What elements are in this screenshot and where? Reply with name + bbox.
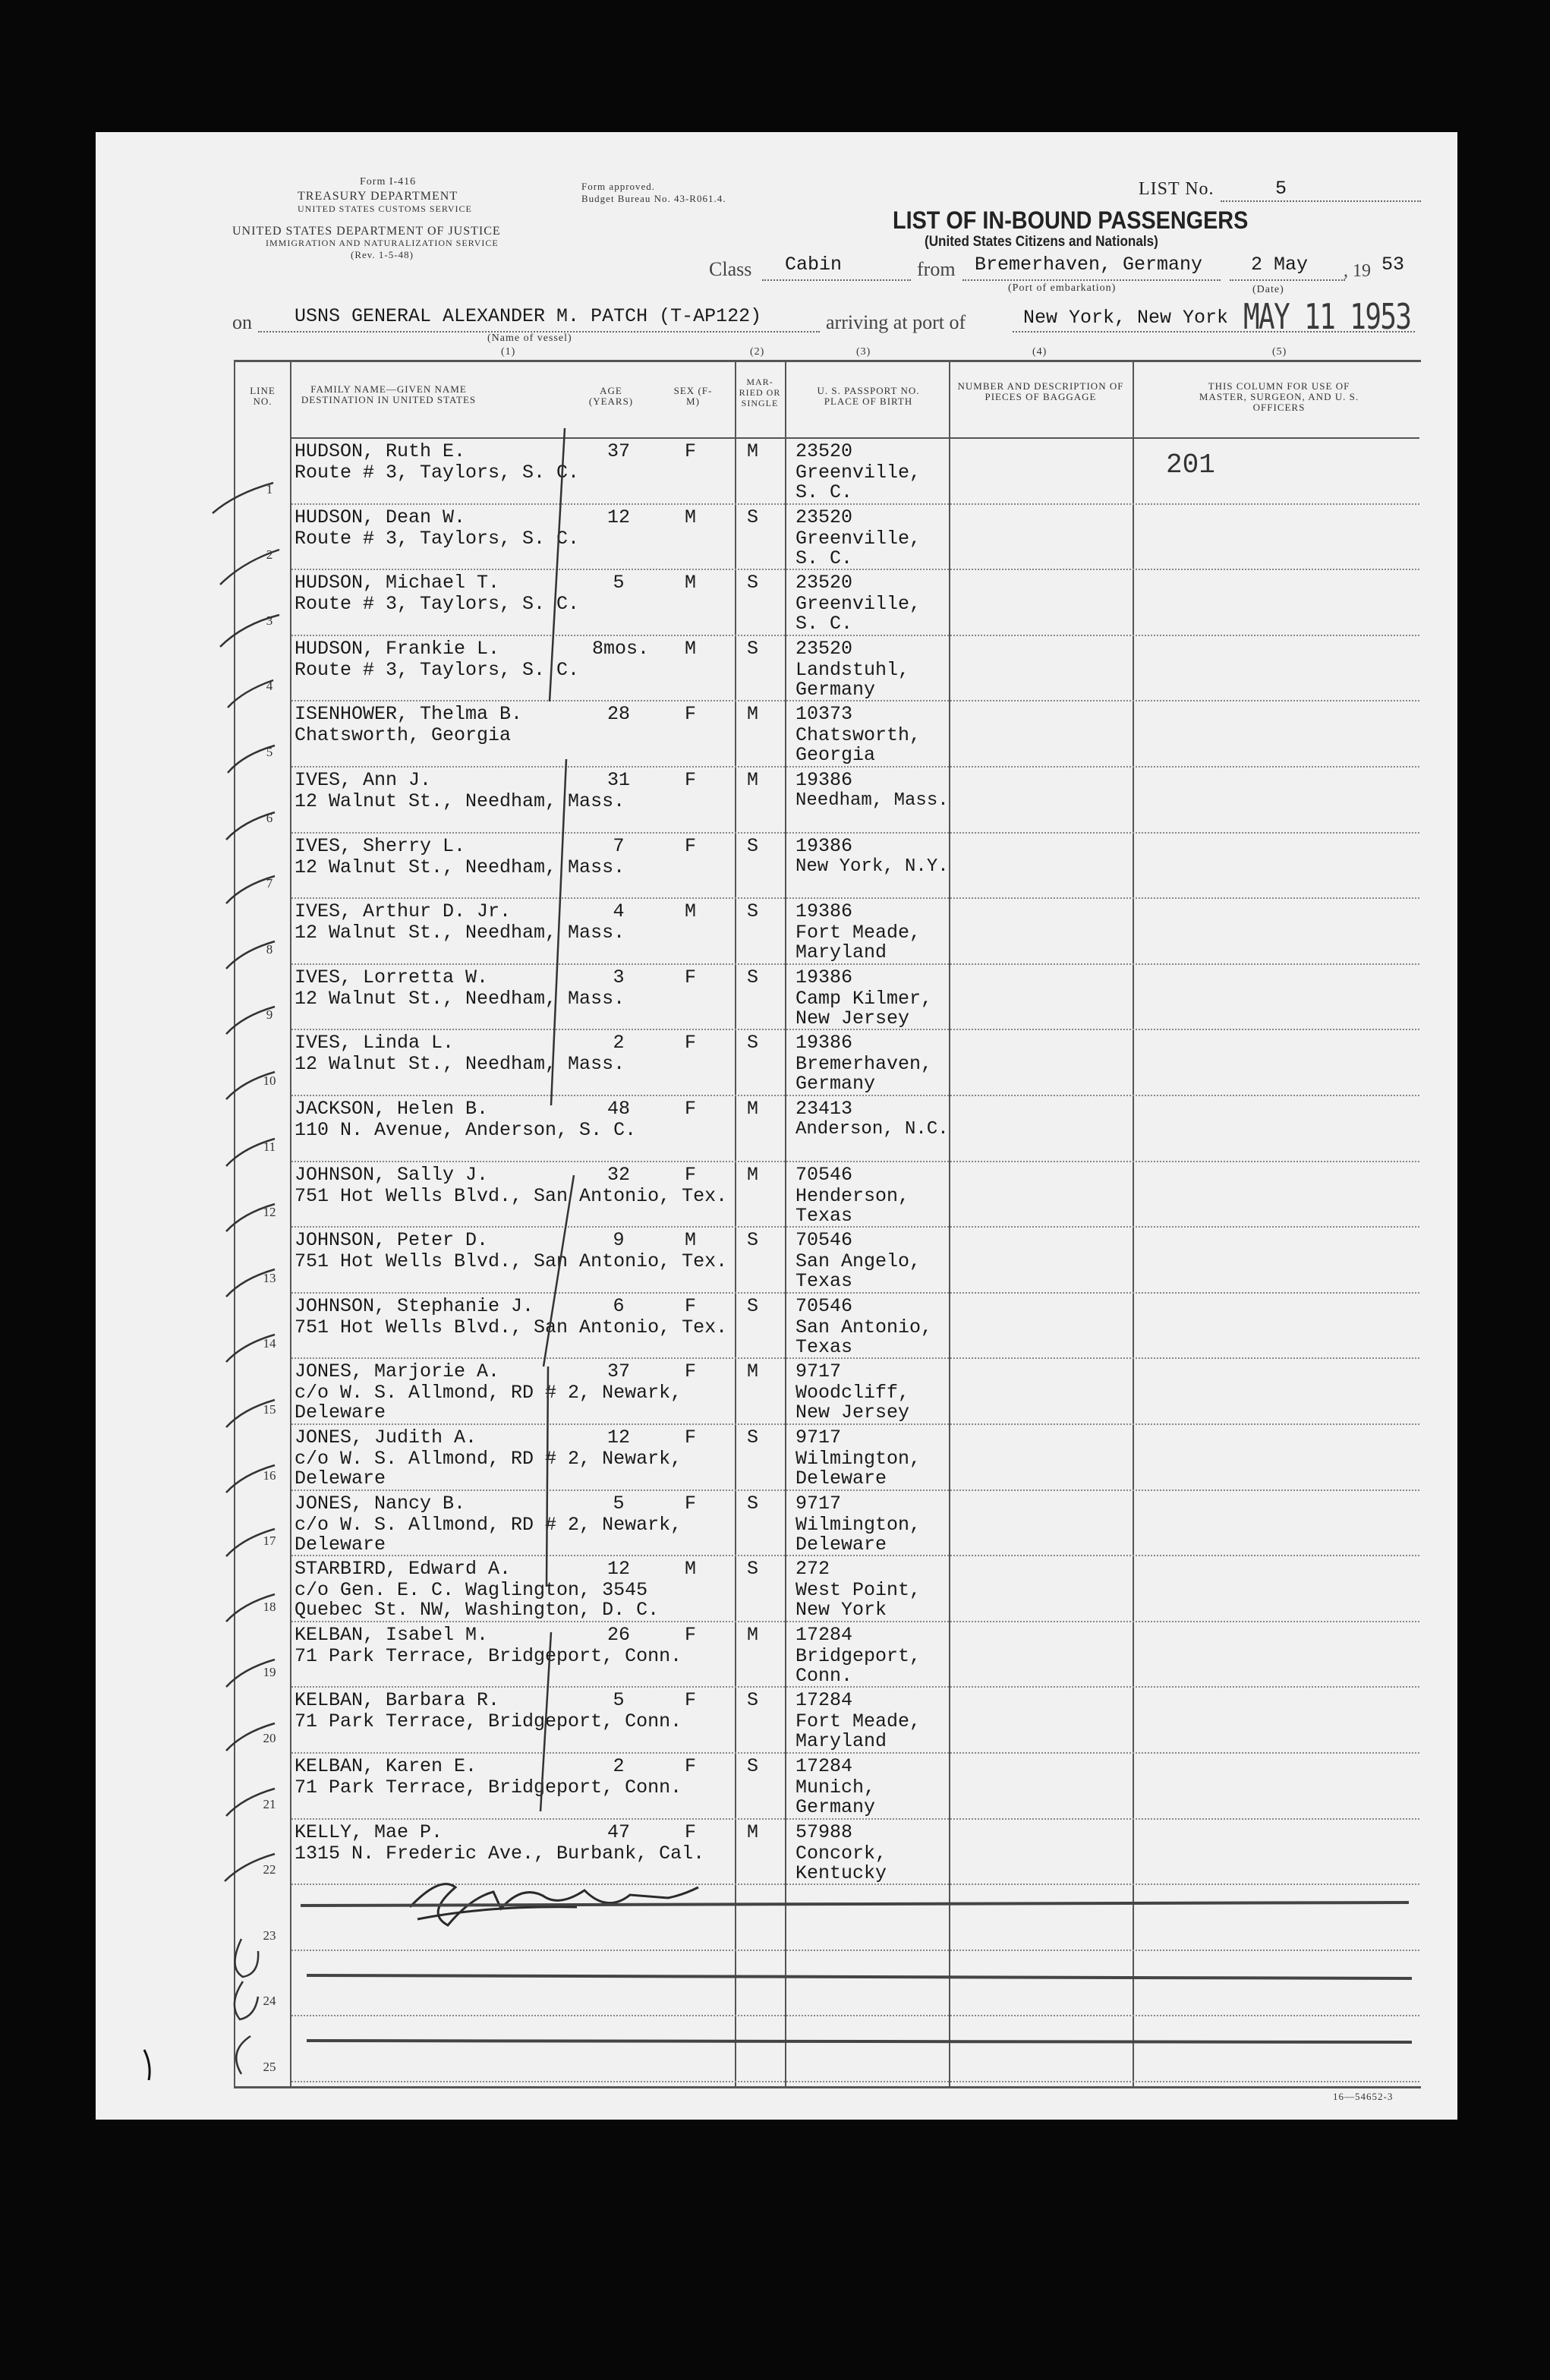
passenger-destination: Deleware — [295, 1533, 386, 1556]
passenger-age: 9 — [613, 1229, 625, 1252]
table-top-border — [234, 360, 1421, 362]
passenger-sex: F — [685, 1492, 697, 1515]
passenger-destination: 1315 N. Frederic Ave., Burbank, Cal. — [295, 1842, 705, 1865]
line-number: 5 — [266, 745, 273, 759]
customs-service: UNITED STATES CUSTOMS SERVICE — [298, 203, 472, 214]
row-divider — [291, 1226, 1419, 1228]
place-of-birth: Chatsworth, — [795, 724, 921, 747]
passport-number: 70546 — [795, 1294, 853, 1317]
row-divider — [291, 569, 1419, 570]
passenger-name: JOHNSON, Peter D. — [295, 1229, 489, 1252]
passport-number: 70546 — [795, 1163, 853, 1186]
place-of-birth: Deleware — [795, 1533, 887, 1556]
passenger-marital-status: S — [747, 1492, 759, 1515]
passenger-name: JACKSON, Helen B. — [295, 1098, 489, 1120]
place-of-birth: New Jersey — [795, 1007, 910, 1029]
passenger-marital-status: M — [747, 440, 759, 462]
place-of-birth: San Antonio, — [795, 1316, 933, 1338]
date-line — [1230, 279, 1345, 281]
class-value: Cabin — [785, 254, 843, 276]
row-divider — [291, 1161, 1419, 1162]
column-number-2: (2) — [750, 346, 765, 358]
date-caption: (Date) — [1252, 284, 1284, 295]
passenger-age: 32 — [606, 1163, 630, 1186]
passenger-age: 48 — [606, 1098, 630, 1120]
place-of-birth: Fort Meade, — [795, 922, 921, 944]
passenger-marital-status: S — [747, 1294, 759, 1317]
passenger-age: 12 — [606, 506, 630, 528]
column-number-5: (5) — [1272, 346, 1287, 358]
passport-number: 17284 — [795, 1689, 853, 1712]
passenger-age: 47 — [606, 1820, 630, 1843]
line-number: 22 — [263, 1862, 276, 1877]
column-number-3: (3) — [856, 346, 871, 358]
line-number: 9 — [266, 1007, 273, 1023]
line-number: 13 — [263, 1270, 276, 1285]
passenger-destination: Route # 3, Taylors, S. C. — [295, 658, 580, 681]
passenger-destination: c/o W. S. Allmond, RD # 2, Newark, — [295, 1382, 682, 1404]
passenger-sex: F — [685, 1426, 697, 1448]
place-of-birth: Germany — [795, 1796, 876, 1818]
row-divider — [291, 897, 1419, 899]
passenger-sex: F — [685, 440, 697, 462]
line-number: 7 — [266, 876, 273, 891]
passenger-sex: F — [685, 1032, 697, 1054]
passenger-marital-status: M — [747, 703, 759, 726]
passenger-name: IVES, Linda L. — [295, 1032, 455, 1054]
passenger-marital-status: S — [747, 966, 759, 988]
line-number: 24 — [263, 1994, 276, 2009]
passenger-destination: 751 Hot Wells Blvd., San Antonio, Tex. — [295, 1316, 728, 1338]
list-no-value: 5 — [1275, 178, 1287, 200]
from-line — [962, 279, 1221, 281]
passenger-name: KELBAN, Barbara R. — [295, 1689, 500, 1712]
passenger-sex: M — [685, 506, 697, 528]
place-of-birth: San Angelo, — [795, 1250, 921, 1273]
passport-number: 23413 — [795, 1098, 853, 1120]
married-right-divider — [785, 360, 786, 2088]
place-of-birth: Camp Kilmer, — [795, 987, 933, 1010]
passport-number: 19386 — [795, 769, 853, 791]
passport-right-divider — [949, 360, 950, 2088]
budget-bureau-number: Budget Bureau No. 43-R061.4. — [581, 193, 726, 204]
form-subtitle: (United States Citizens and Nationals) — [925, 234, 1158, 250]
place-of-birth: Texas — [795, 1270, 853, 1293]
passenger-age: 31 — [606, 769, 630, 791]
passenger-destination: 71 Park Terrace, Bridgeport, Conn. — [295, 1710, 682, 1733]
row-divider — [291, 1357, 1419, 1359]
passenger-sex: M — [685, 637, 697, 660]
row-divider — [291, 1950, 1419, 1951]
table-bottom-border — [234, 2086, 1421, 2088]
passenger-marital-status: S — [747, 900, 759, 923]
passport-number: 70546 — [795, 1229, 853, 1252]
form-title: LIST OF IN-BOUND PASSENGERS — [893, 206, 1249, 234]
class-line — [762, 279, 911, 281]
passenger-age: 5 — [613, 1492, 625, 1515]
passenger-destination: 751 Hot Wells Blvd., San Antonio, Tex. — [295, 1250, 728, 1273]
line-number: 12 — [263, 1205, 276, 1220]
passenger-marital-status: S — [747, 572, 759, 594]
header-officers-use: THIS COLUMN FOR USE OF MASTER, SURGEON, AND U. S. OFFICERS — [1199, 380, 1359, 413]
column-number-1: (1) — [501, 346, 516, 358]
passenger-age: 3 — [613, 966, 625, 988]
passenger-destination: 12 Walnut St., Needham, Mass. — [295, 922, 625, 944]
place-of-birth: Deleware — [795, 1467, 887, 1489]
passenger-name: IVES, Ann J. — [295, 769, 432, 791]
passenger-destination: Quebec St. NW, Washington, D. C. — [295, 1599, 660, 1622]
passenger-sex: M — [685, 900, 697, 923]
row-divider — [291, 1686, 1419, 1688]
place-of-birth: Wilmington, — [795, 1513, 921, 1536]
passport-number: 272 — [795, 1558, 830, 1581]
passenger-name: JONES, Judith A. — [295, 1426, 477, 1448]
passport-number: 19386 — [795, 900, 853, 923]
passenger-destination: 110 N. Avenue, Anderson, S. C. — [295, 1119, 637, 1141]
passenger-destination: c/o W. S. Allmond, RD # 2, Newark, — [295, 1513, 682, 1536]
place-of-birth: Greenville, — [795, 593, 921, 616]
passenger-name: JONES, Marjorie A. — [295, 1360, 500, 1383]
passenger-age: 12 — [606, 1426, 630, 1448]
passport-number: 17284 — [795, 1623, 853, 1646]
passport-number: 57988 — [795, 1820, 853, 1843]
passenger-marital-status: S — [747, 1755, 759, 1777]
line-number: 11 — [263, 1139, 276, 1154]
place-of-birth: Georgia — [795, 744, 876, 767]
passenger-destination: 71 Park Terrace, Bridgeport, Conn. — [295, 1776, 682, 1798]
place-of-birth: Kentucky — [795, 1861, 887, 1884]
place-of-birth: S. C. — [795, 547, 853, 569]
passenger-destination: 12 Walnut St., Needham, Mass. — [295, 987, 625, 1010]
place-of-birth: Greenville, — [795, 462, 921, 484]
passenger-name: HUDSON, Dean W. — [295, 506, 466, 528]
place-of-birth: Maryland — [795, 941, 887, 964]
passenger-name: KELBAN, Karen E. — [295, 1755, 477, 1777]
line-number: 1 — [266, 481, 273, 496]
passenger-age: 37 — [606, 440, 630, 462]
passenger-destination: Chatsworth, Georgia — [295, 724, 512, 747]
passenger-sex: F — [685, 834, 697, 857]
passenger-name: HUDSON, Michael T. — [295, 572, 500, 594]
line-number: 16 — [263, 1467, 276, 1483]
row-divider — [291, 832, 1419, 834]
header-married-single: MAR-RIED OR SINGLE — [739, 377, 781, 408]
passenger-name: STARBIRD, Edward A. — [295, 1558, 512, 1581]
passenger-name: JOHNSON, Stephanie J. — [295, 1294, 534, 1317]
passenger-sex: F — [685, 1689, 697, 1712]
vessel-name: USNS GENERAL ALEXANDER M. PATCH (T-AP122) — [295, 305, 762, 327]
place-of-birth: Needham, Mass. — [795, 790, 949, 811]
footer-code: 16—54652-3 — [1333, 2091, 1394, 2102]
header-age: AGE (YEARS) — [588, 385, 634, 407]
passenger-age: 2 — [613, 1032, 625, 1054]
passenger-destination: 12 Walnut St., Needham, Mass. — [295, 790, 625, 812]
place-of-birth: New York, N.Y. — [795, 856, 949, 877]
place-of-birth: Anderson, N.C. — [795, 1119, 949, 1140]
place-of-birth: S. C. — [795, 613, 853, 635]
passenger-destination: Route # 3, Taylors, S. C. — [295, 527, 580, 550]
place-of-birth: Munich, — [795, 1776, 876, 1798]
justice-department: UNITED STATES DEPARTMENT OF JUSTICE — [232, 225, 501, 238]
passenger-name: JOHNSON, Sally J. — [295, 1163, 489, 1186]
place-of-birth: Fort Meade, — [795, 1710, 921, 1733]
passenger-marital-status: M — [747, 1163, 759, 1186]
port-embarkation-caption: (Port of embarkation) — [1008, 282, 1117, 294]
passenger-name: IVES, Sherry L. — [295, 834, 466, 857]
date-value: 2 May — [1251, 254, 1309, 276]
passenger-destination: c/o Gen. E. C. Waglington, 3545 — [295, 1579, 648, 1602]
place-of-birth: Texas — [795, 1204, 853, 1227]
passenger-age: 5 — [613, 572, 625, 594]
passenger-sex: F — [685, 1623, 697, 1646]
passenger-sex: F — [685, 1360, 697, 1383]
line-number: 15 — [263, 1402, 276, 1417]
passenger-name: IVES, Arthur D. Jr. — [295, 900, 512, 923]
passenger-destination: Deleware — [295, 1401, 386, 1424]
passenger-destination: 12 Walnut St., Needham, Mass. — [295, 1053, 625, 1076]
header-baggage: NUMBER AND DESCRIPTION OF PIECES OF BAGGAGE — [957, 380, 1124, 402]
line-number: 20 — [263, 1731, 276, 1745]
header-sex: SEX (F-M) — [673, 385, 713, 407]
passport-number: 23520 — [795, 506, 853, 528]
from-value: Bremerhaven, Germany — [975, 254, 1203, 276]
passport-number: 9717 — [795, 1426, 842, 1448]
year-suffix: 53 — [1381, 254, 1405, 276]
passenger-sex: F — [685, 966, 697, 988]
passenger-age: 4 — [613, 900, 625, 923]
passenger-sex: F — [685, 1294, 697, 1317]
passport-number: 10373 — [795, 703, 853, 726]
line-number: 2 — [266, 547, 273, 563]
passenger-destination: Route # 3, Taylors, S. C. — [295, 462, 580, 484]
passenger-sex: F — [685, 1098, 697, 1120]
place-of-birth: Conn. — [795, 1664, 853, 1687]
officer-annotation: 201 — [1166, 449, 1215, 481]
passenger-destination: Deleware — [295, 1467, 386, 1489]
passenger-marital-status: M — [747, 1623, 759, 1646]
passenger-marital-status: S — [747, 834, 759, 857]
passenger-marital-status: S — [747, 1426, 759, 1448]
passenger-marital-status: S — [747, 637, 759, 660]
place-of-birth: Bridgeport, — [795, 1644, 921, 1667]
place-of-birth: Bremerhaven, — [795, 1053, 933, 1076]
passenger-marital-status: S — [747, 1558, 759, 1581]
form-number: Form I-416 — [360, 176, 417, 188]
passenger-age: 28 — [606, 703, 630, 726]
passenger-marital-status: M — [747, 1820, 759, 1843]
from-label: from — [917, 258, 956, 280]
line-number: 21 — [263, 1796, 276, 1811]
place-of-birth: Germany — [795, 1073, 876, 1095]
passenger-name: IVES, Lorretta W. — [295, 966, 489, 988]
passenger-sex: M — [685, 1558, 697, 1581]
revision-date: (Rev. 1-5-48) — [351, 249, 414, 260]
passport-number: 9717 — [795, 1492, 842, 1515]
passenger-marital-status: M — [747, 1098, 759, 1120]
arrival-date-stamp: MAY 11 1953 — [1243, 296, 1411, 337]
passenger-name: KELLY, Mae P. — [295, 1820, 443, 1843]
married-left-divider — [735, 360, 736, 2088]
on-label: on — [232, 311, 252, 333]
table-left-border — [234, 360, 235, 2088]
passenger-sex: M — [685, 1229, 697, 1252]
passport-number: 23520 — [795, 572, 853, 594]
passenger-sex: F — [685, 769, 697, 791]
place-of-birth: New York — [795, 1599, 887, 1622]
place-of-birth: New Jersey — [795, 1401, 910, 1424]
place-of-birth: Concork, — [795, 1842, 887, 1865]
passenger-sex: F — [685, 1163, 697, 1186]
line-number: 3 — [266, 613, 273, 628]
passenger-sex: M — [685, 572, 697, 594]
arrival-port: New York, New York — [1023, 307, 1229, 329]
line-number: 8 — [266, 941, 273, 957]
row-divider — [291, 503, 1419, 505]
year-prefix: , 19 — [1344, 261, 1371, 281]
header-passport-birth: U. S. PASSPORT NO. PLACE OF BIRTH — [817, 385, 920, 407]
passport-number: 17284 — [795, 1755, 853, 1777]
passenger-destination: 71 Park Terrace, Bridgeport, Conn. — [295, 1644, 682, 1667]
vessel-caption: (Name of vessel) — [487, 333, 572, 344]
passenger-age: 7 — [613, 834, 625, 857]
column-number-4: (4) — [1032, 346, 1048, 358]
passenger-marital-status: M — [747, 1360, 759, 1383]
place-of-birth: Woodcliff, — [795, 1382, 910, 1404]
passport-number: 19386 — [795, 966, 853, 988]
place-of-birth: Maryland — [795, 1730, 887, 1753]
passenger-destination: 12 Walnut St., Needham, Mass. — [295, 856, 625, 878]
passenger-name: ISENHOWER, Thelma B. — [295, 703, 523, 726]
place-of-birth: Wilmington, — [795, 1448, 921, 1470]
passenger-marital-status: M — [747, 769, 759, 791]
list-no-label: LIST No. — [1139, 179, 1214, 199]
form-approved: Form approved. — [581, 181, 656, 192]
passenger-age: 26 — [606, 1623, 630, 1646]
passenger-marital-status: S — [747, 1032, 759, 1054]
line-number: 23 — [263, 1928, 276, 1943]
class-label: Class — [709, 258, 752, 280]
line-number: 25 — [263, 2060, 276, 2074]
arriving-label: arriving at port of — [826, 311, 966, 333]
passenger-marital-status: S — [747, 1229, 759, 1252]
header-name-destination: FAMILY NAME—GIVEN NAME DESTINATION IN UNITED STATES — [301, 383, 477, 405]
passenger-age: 12 — [606, 1558, 630, 1581]
line-number: 17 — [263, 1534, 276, 1549]
place-of-birth: Henderson, — [795, 1184, 910, 1207]
line-number: 6 — [266, 810, 273, 825]
place-of-birth: West Point, — [795, 1579, 921, 1602]
passport-number: 19386 — [795, 834, 853, 857]
passenger-age: 5 — [613, 1689, 625, 1712]
line-number: 14 — [263, 1336, 276, 1351]
passenger-marital-status: S — [747, 506, 759, 528]
passenger-name: JONES, Nancy B. — [295, 1492, 466, 1515]
row-divider — [291, 1292, 1419, 1294]
treasury-department: TREASURY DEPARTMENT — [298, 190, 458, 203]
place-of-birth: Texas — [795, 1335, 853, 1358]
header-bottom-border — [291, 437, 1419, 439]
line-number: 10 — [263, 1073, 276, 1088]
passport-number: 19386 — [795, 1032, 853, 1054]
passenger-destination: Route # 3, Taylors, S. C. — [295, 593, 580, 616]
passport-number: 23520 — [795, 440, 853, 462]
place-of-birth: Germany — [795, 678, 876, 701]
baggage-right-divider — [1133, 360, 1134, 2088]
row-divider — [291, 2015, 1419, 2016]
place-of-birth: Greenville, — [795, 527, 921, 550]
passenger-name: HUDSON, Frankie L. — [295, 637, 500, 660]
row-divider — [291, 635, 1419, 636]
passenger-age: 37 — [606, 1360, 630, 1383]
passenger-marital-status: S — [747, 1689, 759, 1712]
row-divider — [291, 2081, 1419, 2082]
line-number: 4 — [266, 679, 273, 694]
place-of-birth: Landstuhl, — [795, 658, 910, 681]
passenger-sex: F — [685, 1755, 697, 1777]
passport-number: 9717 — [795, 1360, 842, 1383]
line-number-divider — [290, 360, 291, 2088]
passenger-age: 2 — [613, 1755, 625, 1777]
passenger-name: HUDSON, Ruth E. — [295, 440, 466, 462]
place-of-birth: S. C. — [795, 481, 853, 503]
line-number: 19 — [263, 1665, 276, 1680]
passenger-name: KELBAN, Isabel M. — [295, 1623, 489, 1646]
passenger-sex: F — [685, 1820, 697, 1843]
passenger-sex: F — [685, 703, 697, 726]
header-line-no: LINE NO. — [250, 385, 276, 407]
passport-number: 23520 — [795, 637, 853, 660]
passenger-destination: c/o W. S. Allmond, RD # 2, Newark, — [295, 1448, 682, 1470]
passenger-destination: 751 Hot Wells Blvd., San Antonio, Tex. — [295, 1184, 728, 1207]
immigration-service: IMMIGRATION AND NATURALIZATION SERVICE — [266, 238, 499, 248]
list-no-line — [1221, 200, 1421, 202]
passenger-age: 8mos. — [592, 637, 650, 660]
passenger-age: 6 — [613, 1294, 625, 1317]
line-number: 18 — [263, 1599, 276, 1614]
